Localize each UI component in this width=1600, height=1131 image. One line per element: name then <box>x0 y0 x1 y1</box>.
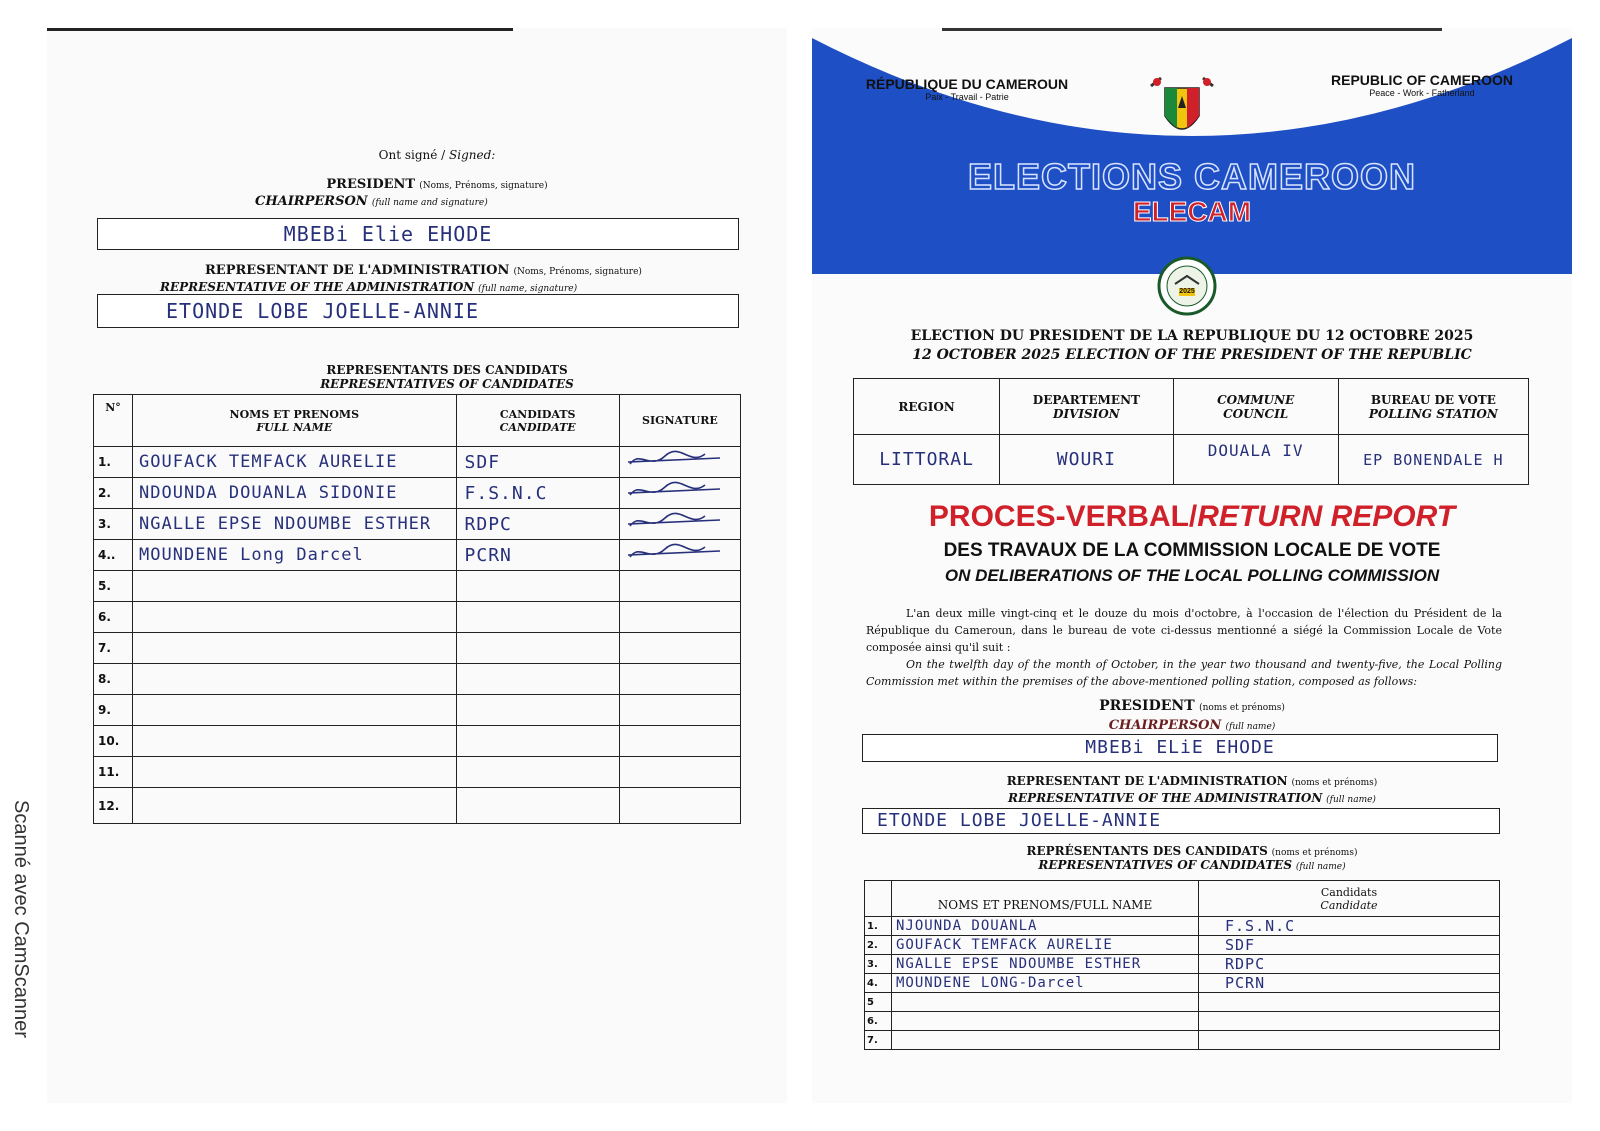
candidate-party: RDPC <box>456 509 619 540</box>
signature-cell <box>619 509 740 540</box>
signature-cell <box>619 757 740 788</box>
table-row <box>94 509 741 540</box>
th-region: REGION <box>854 379 1000 435</box>
report-title-fr: PROCES-VERBAL/ <box>928 500 1198 533</box>
th-department: DEPARTEMENT DIVISION <box>1000 379 1173 435</box>
th-commune: COMMUNE COUNCIL <box>1173 379 1338 435</box>
table-row <box>865 974 1500 993</box>
signature-cell <box>619 540 740 571</box>
seal-year: 2025 <box>1179 288 1195 295</box>
signature-cell <box>619 726 740 757</box>
admin-name: ETONDE LOBE JOELLE-ANNIE <box>877 810 1162 831</box>
th-candidate: Candidats Candidate <box>1199 881 1500 917</box>
signed-heading: Ont signé / Signed: <box>378 148 496 162</box>
row-number: 9. <box>94 695 133 726</box>
handwritten-signature <box>620 510 730 534</box>
candidate-party <box>456 664 619 695</box>
admin-name: ETONDE LOBE JOELLE-ANNIE <box>166 299 479 323</box>
admin-name-box <box>862 808 1500 834</box>
candidate-party <box>456 571 619 602</box>
report-subtitle-en: ON DELIBERATIONS OF THE LOCAL POLLING COMMISSION <box>944 566 1440 585</box>
right-candidates-table <box>864 880 1500 1050</box>
candidate-rep-name: GOUFACK TEMFACK AURELIE <box>133 447 457 478</box>
president-name: MBEBi Elie EHODE <box>283 222 493 246</box>
candidate-rep-name <box>133 633 457 664</box>
table-row <box>94 633 741 664</box>
handwritten-signature <box>620 448 730 472</box>
table-row <box>94 447 741 478</box>
banner-sub: ELECAM <box>1132 196 1252 227</box>
th-name: NOMS ET PRENOMS FULL NAME <box>133 395 457 447</box>
candidate-rep-name <box>133 757 457 788</box>
table-row <box>94 757 741 788</box>
admin-en-label: REPRESENTATIVE OF THE ADMINISTRATION (full name, signature) <box>160 280 578 294</box>
th-name: NOMS ET PRENOMS/FULL NAME <box>892 881 1199 917</box>
candidate-party <box>456 726 619 757</box>
candidate-party: RDPC <box>1199 955 1500 974</box>
row-number: 2. <box>94 478 133 509</box>
row-number: 3. <box>94 509 133 540</box>
signature-cell <box>619 788 740 824</box>
candidate-party: PCRN <box>456 540 619 571</box>
header-fr: RÉPUBLIQUE DU CAMEROUN Paix - Travail - Patrie <box>865 76 1069 102</box>
table-row <box>865 1012 1500 1031</box>
candidate-rep-name <box>892 1031 1199 1050</box>
candidate-party: SDF <box>456 447 619 478</box>
candidate-rep-name: NGALLE EPSE NDOUMBE ESTHER <box>133 509 457 540</box>
table-row <box>865 993 1500 1012</box>
candidate-party <box>456 633 619 664</box>
reps-label: REPRÉSENTANTS DES CANDIDATS (noms et prénoms) REPRESENTATIVES OF CANDIDATES (full name) <box>1026 844 1358 872</box>
president-name-box <box>97 218 739 250</box>
report-title-en: RETURN REPORT <box>1197 500 1456 533</box>
candidate-rep-name: MOUNDENE Long Darcel <box>133 540 457 571</box>
row-number: 8. <box>94 664 133 695</box>
report-title <box>832 500 1552 534</box>
candidate-party <box>1199 993 1500 1012</box>
row-number: 1. <box>865 917 892 936</box>
left-page <box>47 28 787 1103</box>
row-number: 1. <box>94 447 133 478</box>
table-row <box>94 540 741 571</box>
top-edge-line <box>47 28 513 31</box>
row-number: 11. <box>94 757 133 788</box>
table-row <box>94 571 741 602</box>
header-en: REPUBLIC OF CAMEROON Peace - Work - Fatherland <box>1331 72 1513 98</box>
signature-cell <box>619 664 740 695</box>
signature-cell <box>619 695 740 726</box>
admin-name-box <box>97 294 739 328</box>
row-number: 10. <box>94 726 133 757</box>
row-number: 3. <box>865 955 892 974</box>
candidate-rep-name <box>133 664 457 695</box>
reps-label: REPRESENTANTS DES CANDIDATS REPRESENTATIVES OF CANDIDATES <box>320 363 574 391</box>
th-signature: SIGNATURE <box>619 395 740 447</box>
row-number: 2. <box>865 936 892 955</box>
candidate-party: SDF <box>1199 936 1500 955</box>
candidate-party <box>456 788 619 824</box>
row-number: 6. <box>94 602 133 633</box>
candidate-party: F.S.N.C <box>456 478 619 509</box>
table-row <box>94 726 741 757</box>
candidate-party <box>456 757 619 788</box>
row-number: 5 <box>865 993 892 1012</box>
row-number: 5. <box>94 571 133 602</box>
chairperson-label: CHAIRPERSON (full name) <box>1108 718 1276 733</box>
chairperson-label: CHAIRPERSON (full name and signature) <box>255 194 488 209</box>
table-row <box>865 955 1500 974</box>
candidate-party <box>456 695 619 726</box>
signature-cell <box>619 447 740 478</box>
bureau-value: EP BONENDALE H <box>1338 435 1528 485</box>
admin-label: REPRESENTANT DE L'ADMINISTRATION (noms et prénoms) <box>1006 774 1378 788</box>
candidate-party <box>456 602 619 633</box>
candidate-rep-name: NGALLE EPSE NDOUMBE ESTHER <box>892 955 1199 974</box>
candidate-rep-name: NDOUNDA DOUANLA SIDONIE <box>133 478 457 509</box>
election-title-fr: ELECTION DU PRESIDENT DE LA REPUBLIQUE DU 12 OCTOBRE 2025 <box>910 328 1474 344</box>
admin-en-label: REPRESENTATIVE OF THE ADMINISTRATION (full name) <box>1008 791 1376 805</box>
candidate-rep-name <box>133 571 457 602</box>
candidate-party: F.S.N.C <box>1199 917 1500 936</box>
candidate-party <box>1199 1012 1500 1031</box>
table-row <box>94 602 741 633</box>
president-name-box <box>862 734 1498 762</box>
row-number: 12. <box>94 788 133 824</box>
handwritten-signature <box>620 479 730 503</box>
president-name: MBEBi ELiE EHODE <box>1085 737 1275 758</box>
table-row <box>865 936 1500 955</box>
table-row <box>94 695 741 726</box>
row-number: 4.. <box>94 540 133 571</box>
signature-cell <box>619 571 740 602</box>
coat-of-arms-icon <box>1147 76 1217 148</box>
table-row <box>94 664 741 695</box>
top-edge-line <box>942 28 1442 31</box>
candidate-party: PCRN <box>1199 974 1500 993</box>
signature-cell <box>619 602 740 633</box>
candidate-rep-name <box>133 602 457 633</box>
camscanner-watermark <box>8 800 32 1100</box>
candidate-rep-name <box>892 993 1199 1012</box>
table-row <box>865 1031 1500 1050</box>
th-no: N° <box>94 395 133 447</box>
location-table <box>853 378 1529 485</box>
candidate-rep-name <box>892 1012 1199 1031</box>
right-page <box>812 28 1572 1103</box>
president-label: PRESIDENT (noms et prénoms) <box>1099 698 1285 714</box>
candidate-rep-name: NJOUNDA DOUANLA <box>892 917 1199 936</box>
election-title-en: 12 OCTOBER 2025 ELECTION OF THE PRESIDENT OF THE REPUBLIC <box>912 347 1472 363</box>
th-no <box>865 881 892 917</box>
row-number: 6. <box>865 1012 892 1031</box>
table-row <box>94 788 741 824</box>
report-subtitle-fr: DES TRAVAUX DE LA COMMISSION LOCALE DE VOTE <box>943 540 1441 561</box>
candidate-party <box>1199 1031 1500 1050</box>
left-candidates-table <box>93 394 741 824</box>
candidate-rep-name: MOUNDENE LONG-Darcel <box>892 974 1199 993</box>
handwritten-signature <box>620 541 730 565</box>
th-bureau: BUREAU DE VOTE POLLING STATION <box>1338 379 1528 435</box>
watermark-text: Scanné avec CamScanner <box>10 800 32 1038</box>
banner-title: ELECTIONS CAMEROON <box>967 156 1416 197</box>
intro-paragraph: L'an deux mille vingt-cinq et le douze du mois d'octobre, à l'occasion de l'élection du Président de la République du Cameroun, dans le bureau de vote ci-dessus mentionné a siégé la Commission Locale de Vote composée ainsi qu'il suit : On the twelfth day of the month of October, in the year two thousand and twenty-five, the Local Polling Commission met within the premises of the above-mentioned polling station, composed as follows: <box>866 607 1502 688</box>
region-value: LITTORAL <box>854 435 1000 485</box>
signature-cell <box>619 478 740 509</box>
admin-label: REPRESENTANT DE L'ADMINISTRATION (Noms, Prénoms, signature) <box>205 263 642 278</box>
candidate-rep-name: GOUFACK TEMFACK AURELIE <box>892 936 1199 955</box>
election-seal-icon <box>1157 256 1217 316</box>
row-number: 7. <box>94 633 133 664</box>
table-row <box>865 917 1500 936</box>
th-candidate: CANDIDATS CANDIDATE <box>456 395 619 447</box>
president-label: PRESIDENT (Noms, Prénoms, signature) <box>326 177 548 192</box>
row-number: 7. <box>865 1031 892 1050</box>
candidate-rep-name <box>133 788 457 824</box>
signature-cell <box>619 633 740 664</box>
candidate-rep-name <box>133 695 457 726</box>
table-row <box>94 478 741 509</box>
commune-value: DOUALA IV <box>1173 435 1338 485</box>
row-number: 4. <box>865 974 892 993</box>
candidate-rep-name <box>133 726 457 757</box>
department-value: WOURI <box>1000 435 1173 485</box>
